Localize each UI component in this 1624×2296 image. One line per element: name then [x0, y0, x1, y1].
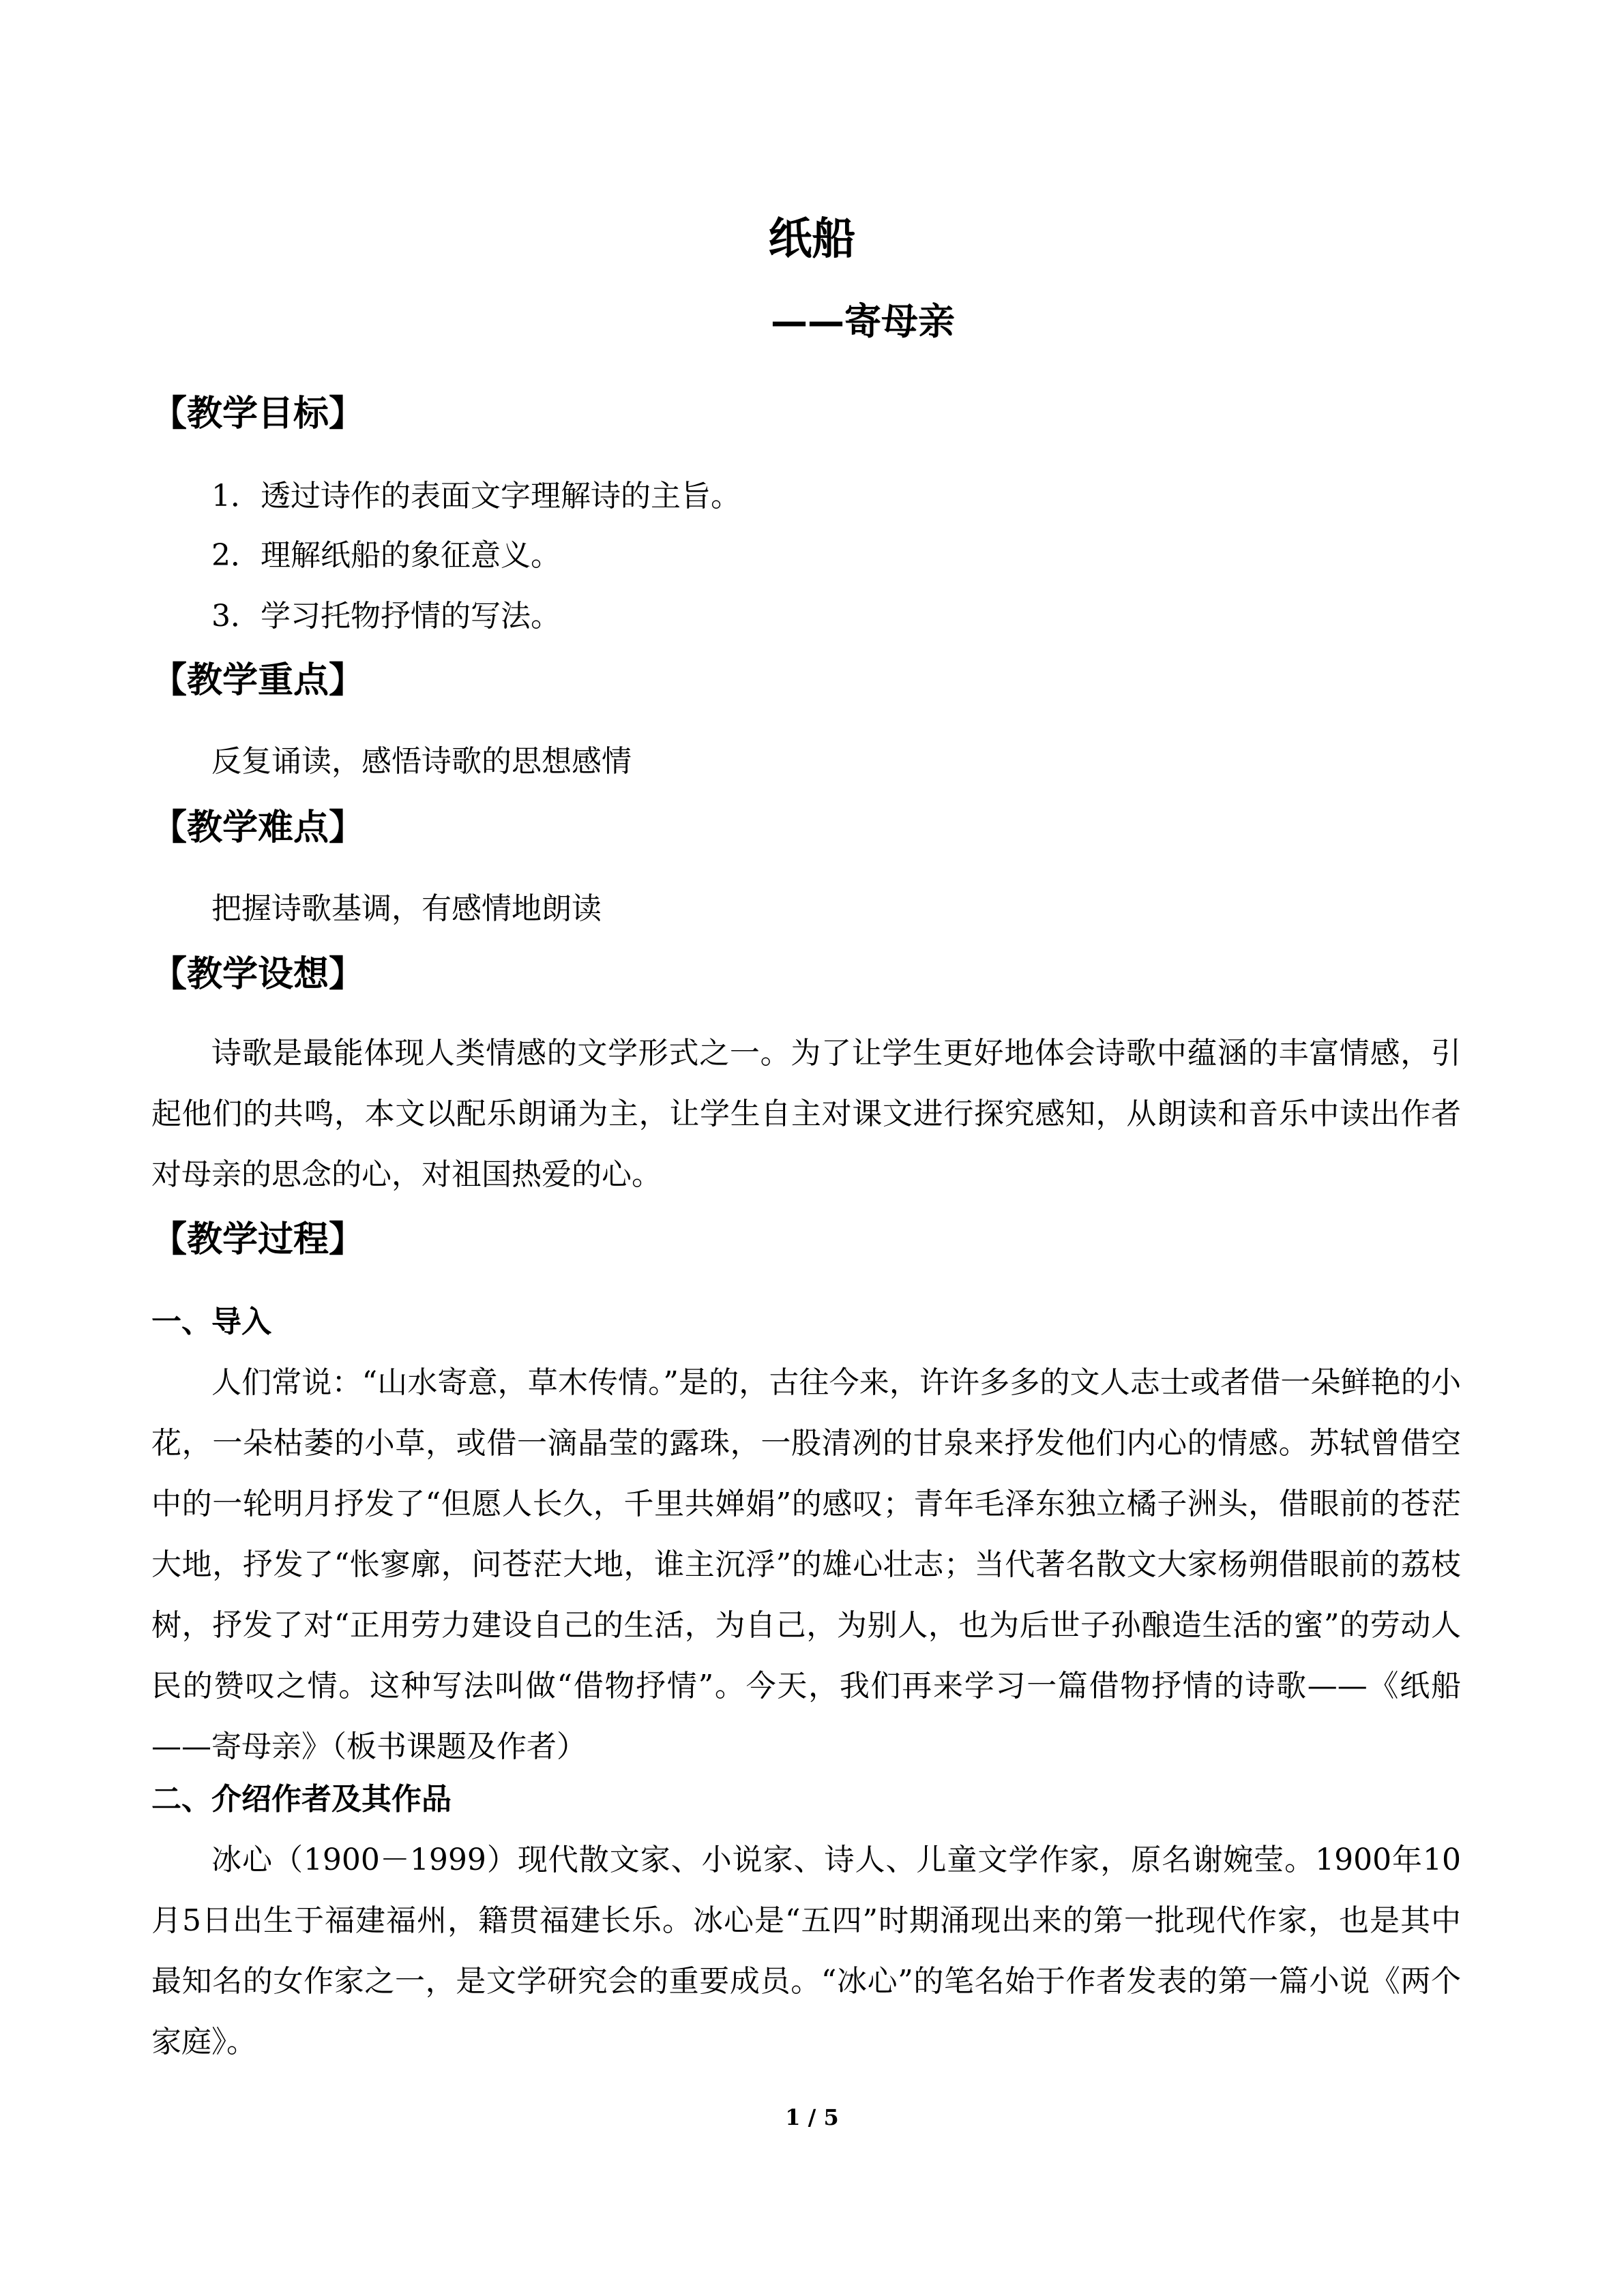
section-heading-process: 【教学过程】 — [151, 1219, 365, 1260]
page-number: 1 / 5 — [785, 2104, 839, 2130]
section-heading-goals: 【教学目标】 — [151, 393, 365, 434]
focus-text: 反复诵读，感悟诗歌的思想感情 — [211, 744, 632, 779]
document-title: 纸船 — [768, 214, 856, 265]
design-paragraph: 诗歌是最能体现人类情感的文学形式之一。为了让学生更好地体会诗歌中蕴涵的丰富情感，引起他们的共鸣，本文以配乐朗诵为主，让学生自主对课文进行探究感知，从朗读和音乐中读出作者对母亲的思念的心，对祖国热爱的心。 — [151, 1036, 1461, 1192]
intro-paragraph: 人们常说：“山水寄意，草木传情。”是的，古往今来，许许多多的文人志士或者借一朵鲜艳的小花，一朵枯萎的小草，或借一滴晶莹的露珠，一股清冽的甘泉来抒发他们内心的情感。苏轼曾借空中的一轮明月抒发了“但愿人长久，千里共婵娟”的感叹；青年毛泽东独立橘子洲头，借眼前的苍茫大地，抒发了“怅寥廓，问苍茫大地，谁主沉浮”的雄心壮志；当代著名散文大家杨朔借眼前的荔枝树，抒发了对“正用劳力建设自己的生活，为自己，为别人，也为后世子孙酿造生活的蜜”的劳动人民的赞叹之情。这种写法叫做“借物抒情”。今天，我们再来学习一篇借物抒情的诗歌——《纸船——寄母亲》（板书课题及作者） — [151, 1365, 1462, 1764]
author-paragraph: 冰心（1900－1999）现代散文家、小说家、诗人、儿童文学作家，原名谢婉莹。1900年10月5日出生于福建福州，籍贯福建长乐。冰心是“五四”时期涌现出来的第一批现代作家，也是其中最知名的女作家之一，是文学研究会的重要成员。“冰心”的笔名始于作者发表的第一篇小说《两个家庭》。 — [151, 1843, 1462, 2059]
goal-item-1: 1．透过诗作的表面文字理解诗的主旨。 — [211, 479, 741, 513]
section-heading-difficulty: 【教学难点】 — [151, 807, 365, 848]
subsection-heading-author: 二、介绍作者及其作品 — [151, 1782, 452, 1817]
goal-item-3: 3．学习托物抒情的写法。 — [211, 599, 561, 633]
difficulty-text: 把握诗歌基调，有感情地朗读 — [211, 891, 602, 926]
goal-item-2: 2．理解纸船的象征意义。 — [211, 538, 561, 573]
document-subtitle: ——寄母亲 — [771, 300, 955, 343]
section-heading-focus: 【教学重点】 — [151, 660, 365, 701]
section-heading-design: 【教学设想】 — [151, 954, 365, 995]
subsection-heading-intro: 一、导入 — [151, 1304, 271, 1339]
